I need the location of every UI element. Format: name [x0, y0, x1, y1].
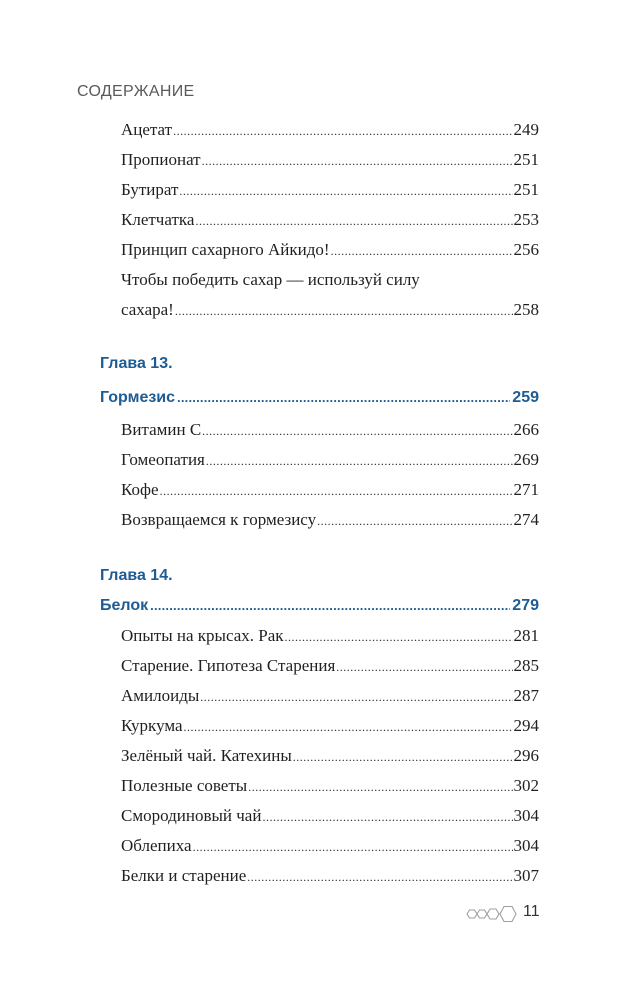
chapter-13-title-entry[interactable]	[100, 386, 539, 410]
toc-entry[interactable]	[121, 654, 539, 678]
toc-entry-title: Принцип сахарного Айкидо!	[121, 240, 330, 259]
dot-leader	[184, 715, 513, 739]
toc-entry-page: 304	[513, 806, 539, 825]
toc-entry[interactable]	[121, 418, 539, 442]
chapter-title: Белок	[100, 597, 149, 614]
chapter-14-title-entry[interactable]	[100, 594, 539, 618]
page-header: СОДЕРЖАНИЕ	[77, 83, 195, 100]
toc-entry-title: Амилоиды	[121, 686, 200, 705]
toc-entry[interactable]	[121, 804, 539, 828]
toc-entry[interactable]	[121, 178, 539, 202]
toc-entry-title: Клетчатка	[121, 210, 195, 229]
toc-entry[interactable]	[121, 478, 539, 502]
toc-entry-title: Кофе	[121, 480, 159, 499]
dot-leader	[247, 865, 512, 889]
toc-entry[interactable]	[121, 714, 539, 738]
toc-entry-title: Полезные советы	[121, 776, 248, 795]
toc-entry-page: 256	[513, 240, 539, 259]
toc-entry-title: Зелёный чай. Катехины	[121, 746, 292, 765]
dot-leader	[193, 835, 513, 859]
dot-leader	[262, 805, 512, 829]
dot-leader	[195, 209, 512, 233]
toc-entry-page: 307	[513, 866, 539, 885]
toc-entry-page: 271	[513, 480, 539, 499]
dot-leader	[160, 479, 513, 503]
toc-entry-page: 304	[513, 836, 539, 855]
toc-entry[interactable]	[121, 834, 539, 858]
toc-entry-page: 249	[513, 120, 539, 139]
toc-entry-title: Ацетат	[121, 120, 173, 139]
dot-leader	[173, 119, 512, 143]
toc-entry-page: 258	[513, 300, 539, 319]
toc-entry[interactable]	[121, 508, 539, 532]
toc-entry[interactable]	[121, 208, 539, 232]
hexagon-chain-icon	[464, 902, 520, 926]
toc-entry-title: Гомеопатия	[121, 450, 205, 469]
toc-entry[interactable]	[121, 864, 539, 888]
toc-entry-title: Старение. Гипотеза Старения	[121, 656, 336, 675]
toc-entry[interactable]	[121, 448, 539, 472]
page-number: 11	[523, 903, 540, 920]
dot-leader	[336, 655, 512, 679]
dot-leader	[317, 509, 512, 533]
dot-leader	[293, 745, 513, 769]
dot-leader	[179, 179, 512, 203]
toc-entry-title: Белки и старение	[121, 866, 247, 885]
toc-entry-page: 294	[513, 716, 539, 735]
dot-leader	[248, 775, 512, 799]
toc-entry-title: Бутират	[121, 180, 179, 199]
dot-leader	[150, 594, 510, 618]
chapter-14-label: Глава 14.	[100, 567, 173, 584]
dot-leader	[285, 625, 513, 649]
chapter-13-label: Глава 13.	[100, 355, 173, 372]
chapter-page: 279	[512, 597, 539, 614]
toc-entry-title: Смородиновый чай	[121, 806, 262, 825]
toc-entry-title: Витамин С	[121, 420, 202, 439]
toc-entry[interactable]	[121, 684, 539, 708]
toc-entry-title: Возвращаемся к гормезису	[121, 510, 317, 529]
toc-entry[interactable]	[121, 624, 539, 648]
toc-entry-page: 296	[513, 746, 539, 765]
toc-entry-title: Опыты на крысах. Рак	[121, 626, 284, 645]
toc-entry-title-line1[interactable]: Чтобы победить сахар — используй силу	[121, 270, 420, 289]
toc-entry[interactable]	[121, 148, 539, 172]
toc-entry-page: 251	[513, 180, 539, 199]
toc-entry-title: Куркума	[121, 716, 183, 735]
dot-leader	[206, 449, 513, 473]
dot-leader	[202, 149, 513, 173]
chapter-page: 259	[512, 389, 539, 406]
toc-entry-page: 281	[513, 626, 539, 645]
toc-entry-title: Облепиха	[121, 836, 192, 855]
toc-entry-page: 266	[513, 420, 539, 439]
toc-entry[interactable]	[121, 774, 539, 798]
toc-entry-page: 302	[513, 776, 539, 795]
toc-entry[interactable]	[121, 744, 539, 768]
dot-leader	[175, 299, 513, 323]
toc-entry[interactable]	[121, 238, 539, 262]
toc-entry[interactable]	[121, 298, 539, 322]
dot-leader	[202, 419, 512, 443]
toc-entry-page: 253	[513, 210, 539, 229]
toc-entry-title: Пропионат	[121, 150, 201, 169]
toc-entry-page: 285	[513, 656, 539, 675]
toc-entry-page: 274	[513, 510, 539, 529]
chapter-title: Гормезис	[100, 389, 176, 406]
toc-entry-title-line2: сахара!	[121, 300, 174, 319]
dot-leader	[331, 239, 513, 263]
dot-leader	[177, 386, 510, 410]
toc-entry-page: 251	[513, 150, 539, 169]
toc-entry-page: 269	[513, 450, 539, 469]
toc-entry[interactable]	[121, 118, 539, 142]
toc-entry-page: 287	[513, 686, 539, 705]
dot-leader	[200, 685, 512, 709]
